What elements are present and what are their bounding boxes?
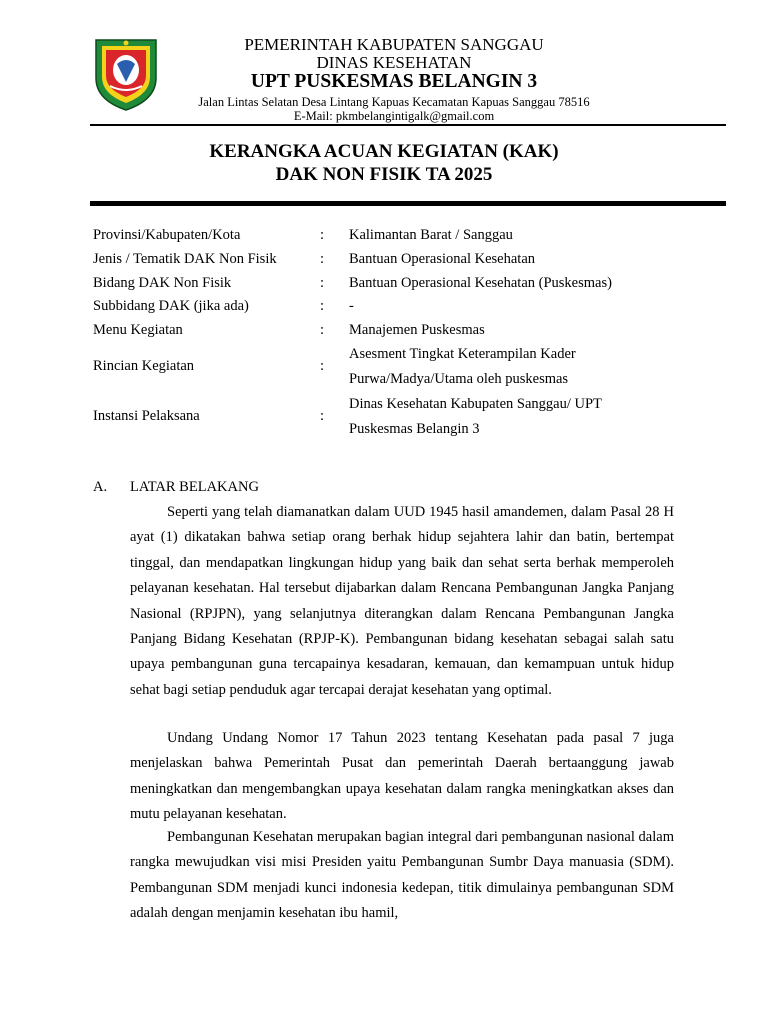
info-colon: : [320, 298, 325, 314]
section-number: A. [93, 479, 108, 495]
letterhead-institution: UPT PUSKESMAS BELANGIN 3 [250, 71, 538, 92]
info-colon: : [320, 227, 325, 243]
document-title: KERANGKA ACUAN KEGIATAN (KAK) [209, 141, 559, 162]
info-value: Manajemen Puskesmas [349, 322, 485, 338]
letterhead-department: DINAS KESEHATAN [316, 53, 472, 72]
info-colon: : [320, 358, 325, 374]
info-value: Asesment Tingkat Keterampilan Kader [349, 346, 576, 362]
info-value-continued: Puskesmas Belangin 3 [349, 421, 480, 437]
info-colon: : [320, 408, 325, 424]
info-value-continued: Purwa/Madya/Utama oleh puskesmas [349, 371, 569, 387]
letterhead-email: E-Mail: pkmbelangintigalk@gmail.com [293, 109, 495, 123]
info-label: Instansi Pelaksana [93, 408, 200, 424]
info-colon: : [320, 275, 325, 291]
section-title: LATAR BELAKANG [130, 479, 259, 495]
body-paragraph: Undang Undang Nomor 17 Tahun 2023 tentang Kesehatan pada pasal 7 juga menjelaskan bahwa Pemerintah Pusat dan pemerintah Daerah bertaanggung jawab meningkatkan dan mengembangkan upaya kesehatan dalam rangka meningkatkan akses dan mutu pelayanan kesehatan. [130, 730, 674, 823]
body-paragraph: Seperti yang telah diamanatkan dalam UUD 1945 hasil amandemen, dalam Pasal 28 H ayat (1) dikatakan bahwa setiap orang berhak hidup sejahtera lahir dan batin, bertempat tinggal, dan mendapatkan lingkungan hidup yang baik dan sehat serta berhak memperoleh pelayanan kesehatan. Hal tersebut dijabarkan dalam Rencana Pembangunan Jangka Panjang Nasional (RPJPN), yang selanjutnya diterangkan dalam Rencana Pembangunan Jangka Panjang Bidang Kesehatan (RPJP-K). Pembangunan bidang kesehatan sebagai salah satu upaya pembangunan guna tercapainya kesadaran, kemauan, dan kemampuan untuk hidup sehat bagi setiap penduduk agar tercapai derajat kesehatan yang optimal. [130, 504, 674, 698]
info-value: - [349, 298, 354, 314]
body-paragraph: Pembangunan Kesehatan merupakan bagian integral dari pembangunan nasional dalam rangka mewujudkan visi misi Presiden yaitu Pembangunan Sumbr Daya manuasia (SDM). Pembangunan SDM menjadi kunci indonesia kedepan, titik dimulainya pembangunan SDM adalah dengan menjamin kesehatan ibu hamil, [130, 829, 674, 922]
info-value: Bantuan Operasional Kesehatan (Puskesmas) [349, 275, 612, 291]
info-value: Kalimantan Barat / Sanggau [349, 227, 513, 243]
info-colon: : [320, 322, 325, 338]
info-label: Jenis / Tematik DAK Non Fisik [93, 251, 277, 267]
letterhead-address: Jalan Lintas Selatan Desa Lintang Kapuas Kecamatan Kapuas Sanggau 78516 [198, 95, 590, 109]
info-value: Dinas Kesehatan Kabupaten Sanggau/ UPT [349, 396, 602, 412]
letterhead-divider [90, 124, 726, 126]
info-value: Bantuan Operasional Kesehatan [349, 251, 536, 267]
info-label: Bidang DAK Non Fisik [93, 275, 232, 291]
info-label: Menu Kegiatan [93, 322, 183, 338]
info-label: Rincian Kegiatan [93, 358, 195, 374]
info-label: Subbidang DAK (jika ada) [93, 298, 249, 314]
info-label: Provinsi/Kabupaten/Kota [93, 227, 241, 243]
title-divider [90, 201, 726, 206]
letterhead-government: PEMERINTAH KABUPATEN SANGGAU [244, 35, 544, 54]
document-subtitle: DAK NON FISIK TA 2025 [275, 164, 493, 185]
info-colon: : [320, 251, 325, 267]
